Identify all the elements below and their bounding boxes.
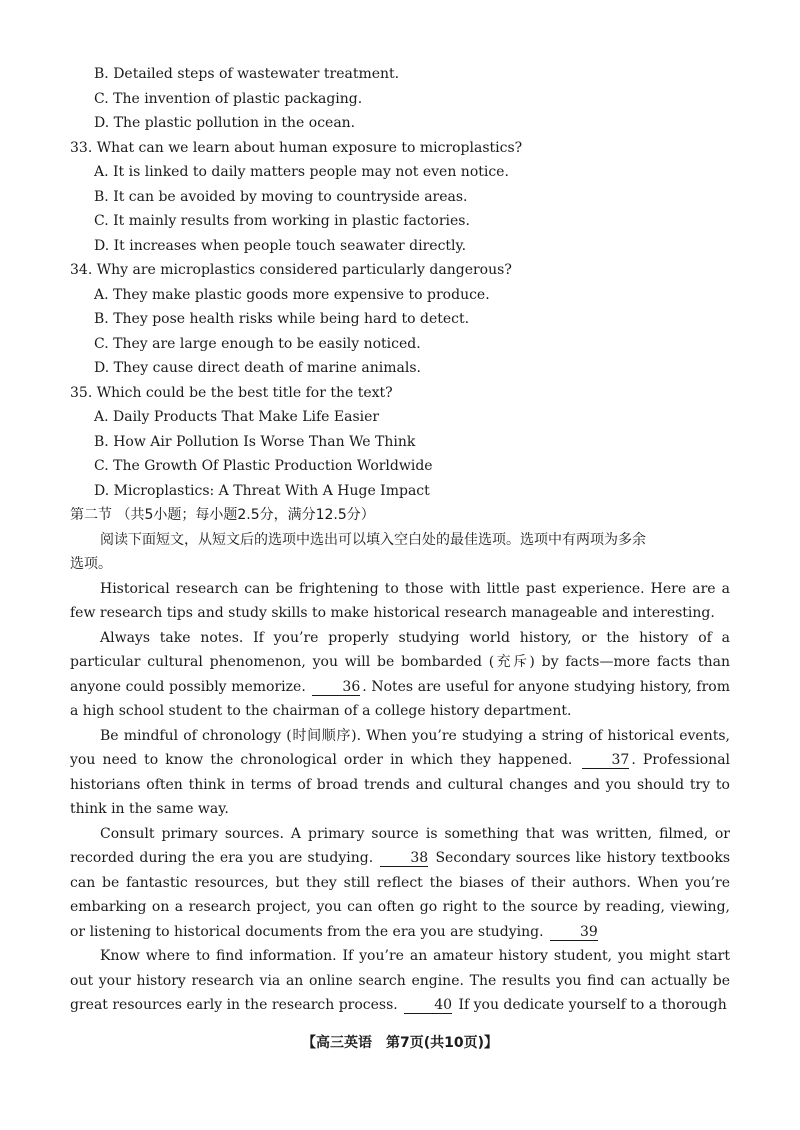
q32-option-c: C. The invention of plastic packaging. [94, 90, 363, 107]
section-2-heading: 第二节 （共5小题；每小题2.5分，满分12.5分） [70, 507, 375, 523]
section-2-instruction-line1: 阅读下面短文，从短文后的选项中选出可以填入空白处的最佳选项。选项中有两项为多余 [100, 531, 646, 548]
q35-option-c: C. The Growth Of Plastic Production Worldwide [94, 458, 433, 474]
blank-37[interactable]: 37 [582, 752, 630, 769]
q34-option-c: C. They are large enough to be easily noticed. [94, 335, 421, 352]
question-34 [70, 258, 730, 381]
reading-passage [70, 577, 730, 1018]
question-32-options [70, 62, 730, 136]
q33-option-c: C. It mainly results from working in plastic factories. [94, 213, 470, 229]
q32-option-b: B. Detailed steps of wastewater treatment. [94, 66, 400, 82]
blank-38[interactable]: 38 [380, 850, 428, 867]
p4-text-mid: Secondary sources like history textbooks can be fantastic resources, but they still reflect the biases of their authors. When you’re embarking on a research project, you can often go right to the source by reading, viewing, or listening to historical documents from the era you are studying. [70, 850, 731, 940]
page-footer: 【高三英语 第7页(共10页)】 [301, 1035, 499, 1051]
section-2-instruction-line2: 选项。 [70, 556, 112, 572]
p5-text-before: Know where to find information. If you’re an amateur history student, you might start out your history research via an online search engine. The results you find can actually be great resources early in the research process. [70, 948, 730, 1013]
question-33 [70, 136, 730, 259]
blank-40[interactable]: 40 [404, 997, 452, 1014]
p2-text-before: Always take notes. If you’re properly studying world history, or the history of a particular cultural phenomenon, you will be bombarded (充斥) by facts—more facts than anyone could possibly memorize. [70, 629, 730, 695]
passage-paragraph-3 [70, 724, 730, 822]
q35-option-a: A. Daily Products That Make Life Easier [94, 409, 380, 425]
question-35 [70, 381, 730, 504]
blank-36[interactable]: 36 [312, 679, 360, 696]
p2-text-after: . Notes are useful for anyone studying history, from a high school student to the chairman of a college history department. [70, 678, 730, 719]
q32-option-d: D. The plastic pollution in the ocean. [94, 115, 356, 131]
p3-text-before: Be mindful of chronology (时间顺序). When you’re studying a string of historical events, you need to know the chronological order in which they happened. [70, 727, 730, 768]
passage-paragraph-5 [70, 944, 730, 1018]
p3-text-after: . Professional historians often think in terms of broad trends and cultural changes and you should try to think in the same way. [70, 752, 731, 817]
passage-paragraph-2 [70, 626, 730, 724]
section-2-instruction [70, 528, 730, 553]
q33-stem: 33. What can we learn about human exposure to microplastics? [70, 139, 523, 156]
q34-stem: 34. Why are microplastics considered particularly dangerous? [70, 262, 512, 278]
q33-option-b: B. It can be avoided by moving to countryside areas. [94, 188, 468, 205]
q33-option-a: A. It is linked to daily matters people may not even notice. [94, 164, 509, 180]
passage-paragraph-1: Historical research can be frightening to those with little past experience. Here are a few research tips and study skills to make historical research manageable and interesting. [70, 580, 730, 621]
q34-option-d: D. They cause direct death of marine animals. [94, 360, 421, 376]
p4-text-before: Consult primary sources. A primary source is something that was written, filmed, or recorded during the era you are studying. [70, 825, 730, 866]
q35-stem: 35. Which could be the best title for the text? [70, 384, 393, 401]
q35-option-d: D. Microplastics: A Threat With A Huge Impact [94, 482, 430, 499]
q34-option-b: B. They pose health risks while being hard to detect. [94, 311, 470, 327]
blank-39[interactable]: 39 [550, 924, 598, 941]
q34-option-a: A. They make plastic goods more expensive to produce. [94, 286, 490, 303]
p5-text-after: If you dedicate yourself to a thorough [458, 997, 727, 1013]
q33-option-d: D. It increases when people touch seawater directly. [94, 237, 467, 254]
passage-paragraph-4 [70, 822, 730, 945]
q35-option-b: B. How Air Pollution Is Worse Than We Think [94, 433, 416, 450]
